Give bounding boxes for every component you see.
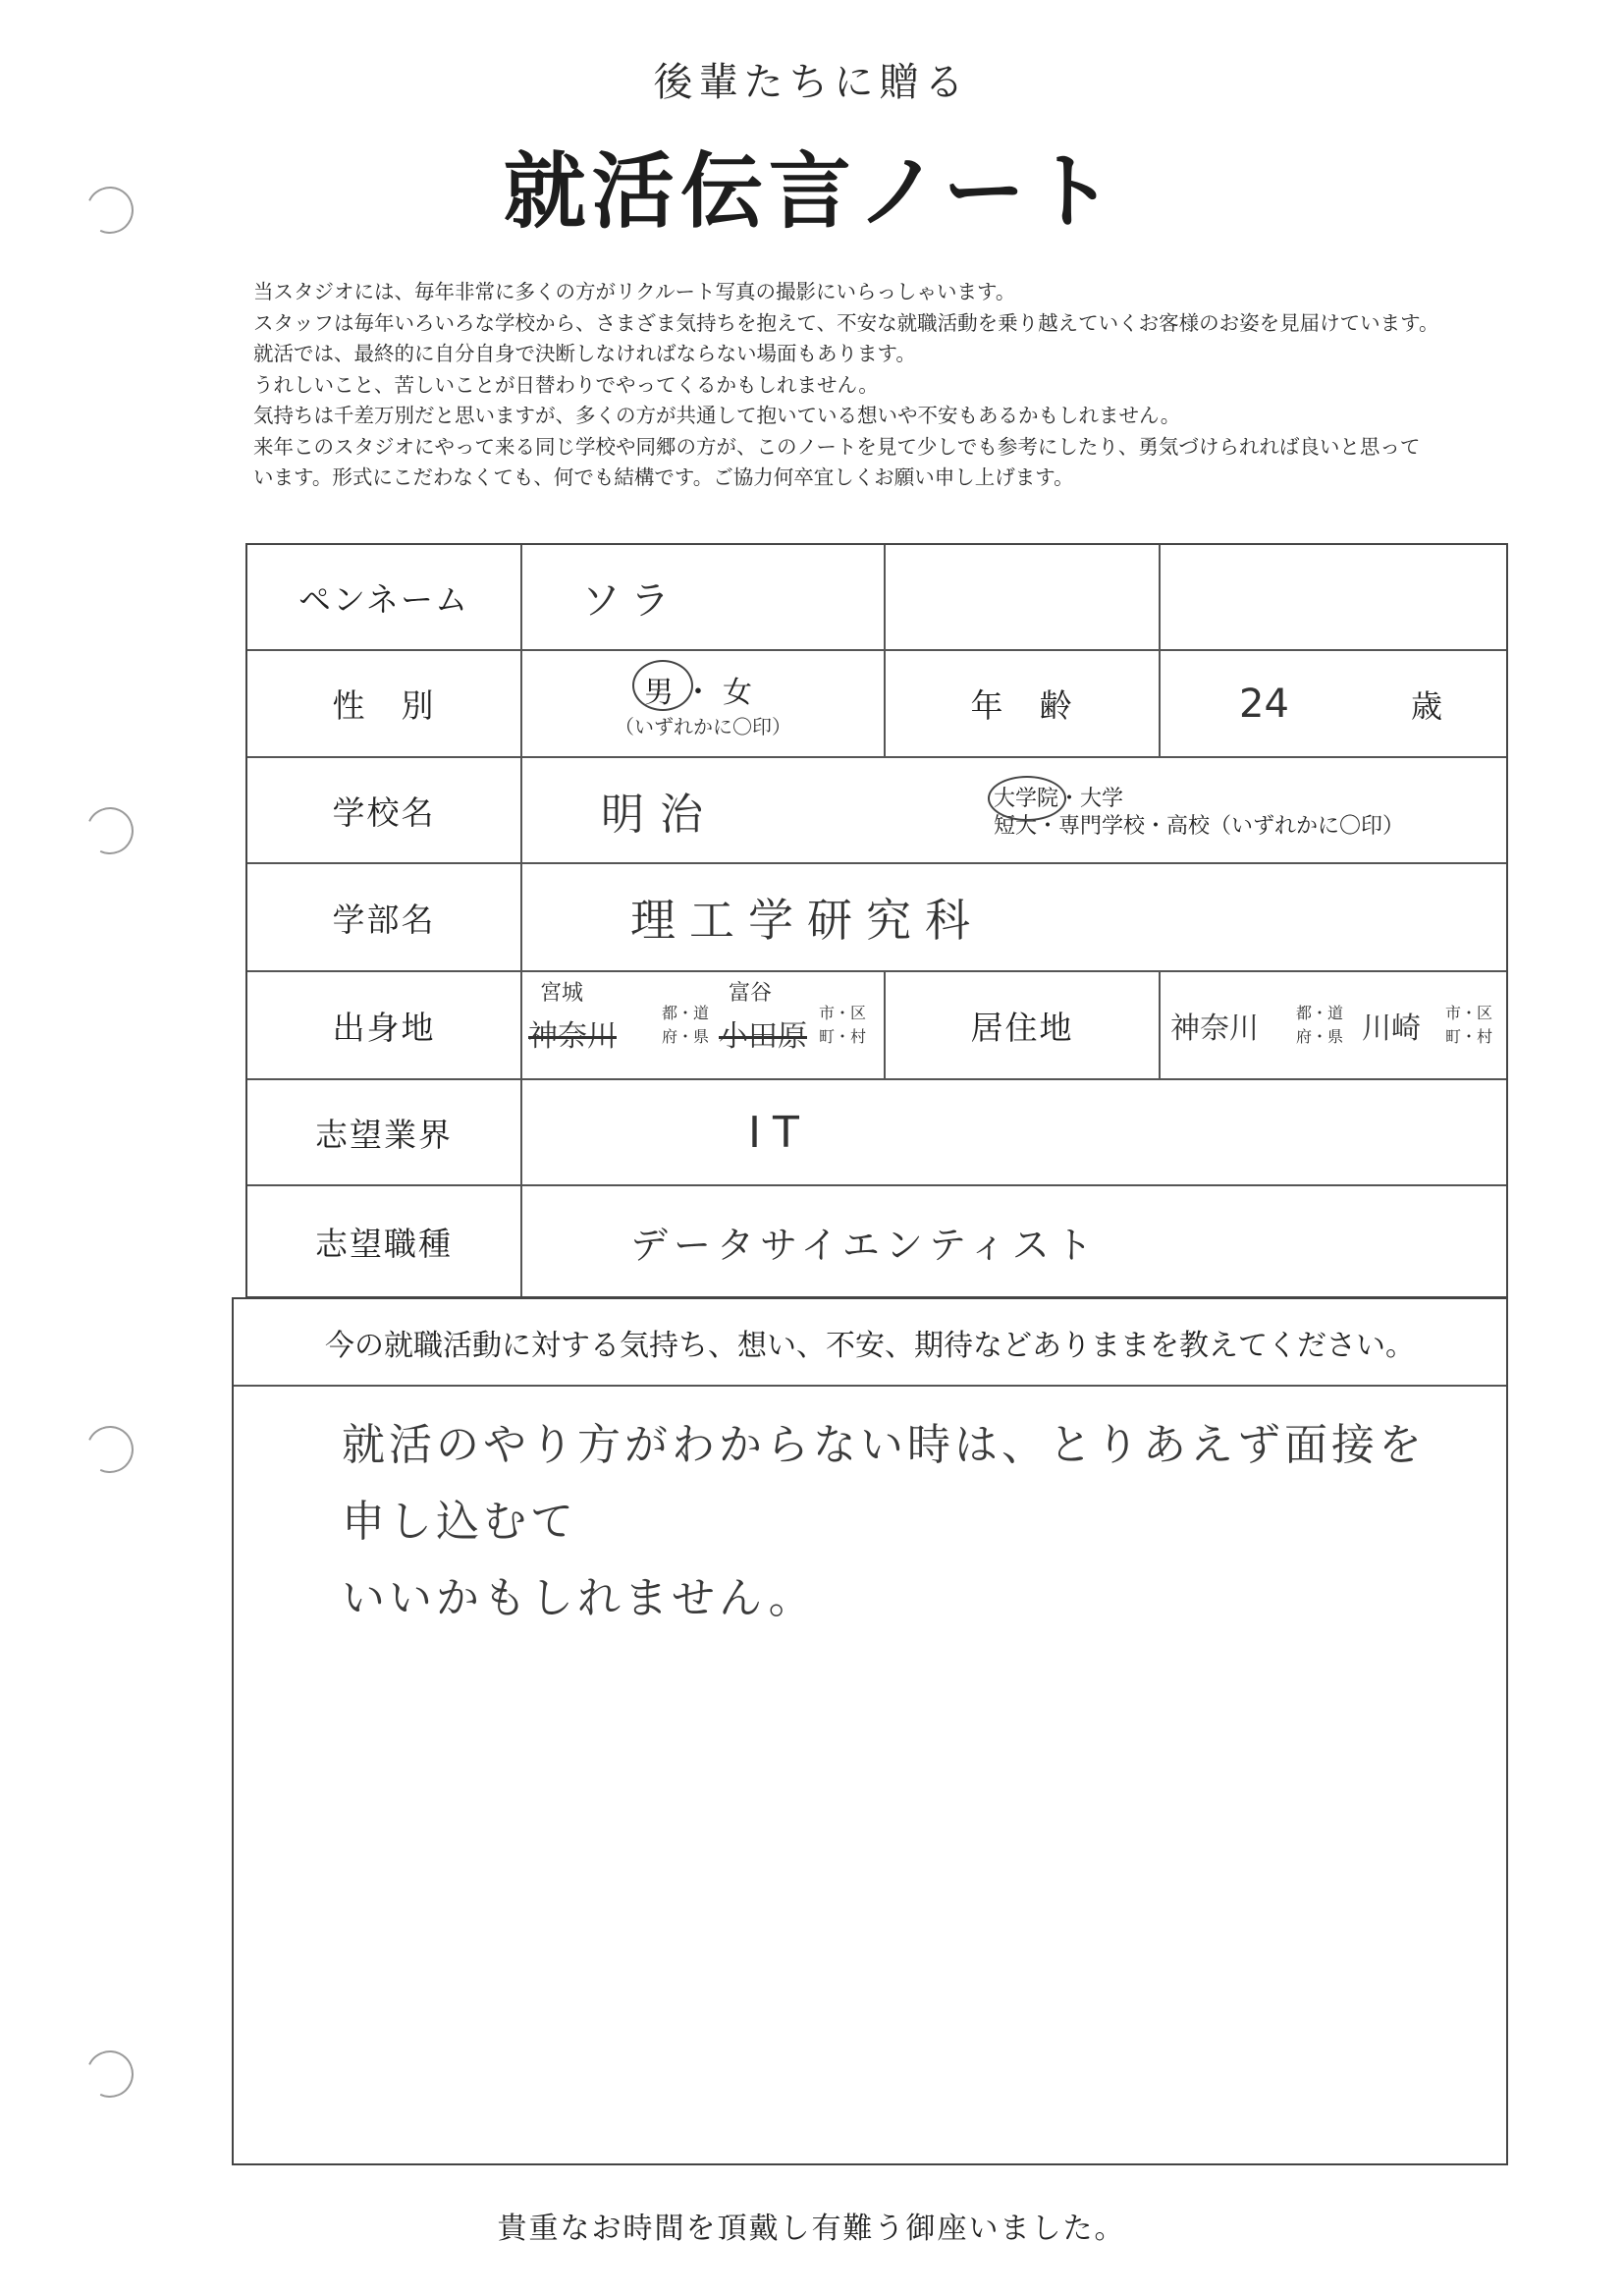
row-gender-age bbox=[247, 651, 1506, 758]
residence-value-cell[interactable] bbox=[1161, 972, 1506, 1078]
birthplace-value-cell[interactable] bbox=[522, 972, 886, 1078]
intro-text bbox=[253, 277, 1598, 494]
row-faculty bbox=[247, 864, 1506, 972]
school-label: 学校名 bbox=[332, 793, 436, 832]
school-value-cell[interactable] bbox=[522, 758, 1506, 862]
gender-circle-mark bbox=[632, 660, 693, 711]
row-job bbox=[247, 1186, 1506, 1296]
punch-hole bbox=[80, 1419, 140, 1480]
birthplace-label: 出身地 bbox=[332, 1008, 436, 1047]
industry-label-cell bbox=[247, 1080, 522, 1184]
school-type-line2: 短大・専門学校・高校（いずれかに〇印） bbox=[994, 814, 1405, 839]
age-label-cell bbox=[886, 651, 1161, 756]
punch-hole bbox=[80, 800, 140, 861]
row-industry bbox=[247, 1080, 1506, 1186]
school-type bbox=[994, 786, 1404, 841]
gender-label-cell bbox=[247, 651, 522, 756]
residence-label: 居住地 bbox=[970, 1008, 1074, 1047]
gender-options: 男・女 bbox=[644, 676, 762, 710]
faculty-label: 学部名 bbox=[332, 900, 436, 939]
profile-form bbox=[245, 543, 1508, 1298]
message-answer-line: 就活のやり方がわからない時は、とりあえず面接を申し込むて bbox=[342, 1420, 1426, 1547]
school-value: 明治 bbox=[601, 790, 719, 840]
pen-name-label-cell bbox=[247, 545, 522, 649]
faculty-label-cell bbox=[247, 864, 522, 970]
intro-line: 気持ちは千差万別だと思いますが、多くの方が共通して抱いている想いや不安もあるかもしれません。 bbox=[253, 404, 1181, 427]
footer-thanks: 貴重なお時間を頂戴し有難う御座いました。 bbox=[497, 2212, 1126, 2246]
job-value-cell[interactable] bbox=[522, 1186, 1506, 1296]
intro-line: うれしいこと、苦しいことが日替わりでやってくるかもしれません。 bbox=[253, 372, 879, 397]
intro-line: 来年このスタジオにやって来る同じ学校や同郷の方が、このノートを見て少しでも参考にしたり、勇気づけられれば良いと思って bbox=[253, 434, 1421, 459]
page-subtitle: 後輩たちに贈る bbox=[653, 60, 970, 105]
punch-hole bbox=[80, 2044, 140, 2105]
gender-label: 性 別 bbox=[332, 686, 436, 725]
birthplace-city-struck: 小田原 bbox=[719, 1019, 807, 1054]
age-value: 24 bbox=[1239, 681, 1289, 727]
birthplace-city-corrected: 富谷 bbox=[729, 981, 773, 1006]
residence-pref: 神奈川 bbox=[1170, 1011, 1259, 1046]
faculty-value-cell[interactable] bbox=[522, 864, 1506, 970]
age-unit: 歳 bbox=[1411, 686, 1443, 725]
intro-line: スタッフは毎年いろいろな学校から、さまざま気持ちを抱えて、不安な就職活動を乗り越えていくお客様のお姿を見届けています。 bbox=[253, 310, 1439, 335]
school-type-line1: 大学院・大学 bbox=[994, 787, 1124, 811]
industry-value-cell[interactable] bbox=[522, 1080, 1506, 1184]
blank-cell bbox=[1161, 545, 1506, 649]
job-value: データサイエンティスト bbox=[630, 1223, 1099, 1267]
gender-value-cell[interactable] bbox=[522, 651, 886, 756]
school-type-line1-wrap bbox=[994, 786, 1404, 813]
age-label: 年 齢 bbox=[970, 686, 1074, 725]
residence-city-marks: 市・区 町・村 bbox=[1445, 1004, 1493, 1046]
job-label-cell bbox=[247, 1186, 522, 1296]
industry-value: IT bbox=[748, 1107, 811, 1158]
message-box bbox=[232, 1297, 1508, 2165]
birthplace-pref-marks: 都・道 府・県 bbox=[662, 1004, 710, 1046]
message-question: 今の就職活動に対する気持ち、想い、不安、期待などありままを教えてください。 bbox=[234, 1299, 1506, 1387]
intro-line: 就活では、最終的に自分自身で決断しなければならない場面もあります。 bbox=[253, 342, 916, 365]
residence-label-cell bbox=[886, 972, 1161, 1078]
birthplace-city-marks: 市・区 町・村 bbox=[819, 1004, 867, 1046]
row-school bbox=[247, 758, 1506, 864]
residence-pref-marks: 都・道 府・県 bbox=[1296, 1004, 1344, 1046]
message-answer-line: いいかもしれません。 bbox=[342, 1573, 816, 1623]
row-birthplace-residence bbox=[247, 972, 1506, 1080]
birthplace-label-cell bbox=[247, 972, 522, 1078]
school-label-cell bbox=[247, 758, 522, 862]
page-title: 就活伝言ノート bbox=[503, 143, 1120, 240]
pen-name-label: ペンネーム bbox=[298, 579, 469, 619]
birthplace-pref-corrected: 宮城 bbox=[540, 981, 584, 1006]
residence-city: 川崎 bbox=[1362, 1011, 1421, 1046]
pen-name-value-cell[interactable] bbox=[522, 545, 886, 649]
birthplace-pref-struck: 神奈川 bbox=[528, 1019, 617, 1054]
school-circle-mark bbox=[988, 776, 1066, 821]
gender-note: （いずれかに〇印） bbox=[615, 715, 791, 738]
intro-line: 当スタジオには、毎年非常に多くの方がリクルート写真の撮影にいらっしゃいます。 bbox=[253, 280, 1016, 303]
age-value-cell[interactable] bbox=[1161, 651, 1506, 756]
intro-line: います。形式にこだわなくても、何でも結構です。ご協力何卒宜しくお願い申し上げます。 bbox=[253, 465, 1074, 489]
faculty-value: 理工学研究科 bbox=[630, 894, 984, 947]
row-pen-name bbox=[247, 545, 1506, 651]
blank-cell bbox=[886, 545, 1161, 649]
industry-label: 志望業界 bbox=[315, 1115, 453, 1154]
pen-name-value: ソラ bbox=[581, 577, 679, 624]
job-label: 志望職種 bbox=[315, 1224, 453, 1263]
message-answer[interactable] bbox=[342, 1407, 1471, 1637]
